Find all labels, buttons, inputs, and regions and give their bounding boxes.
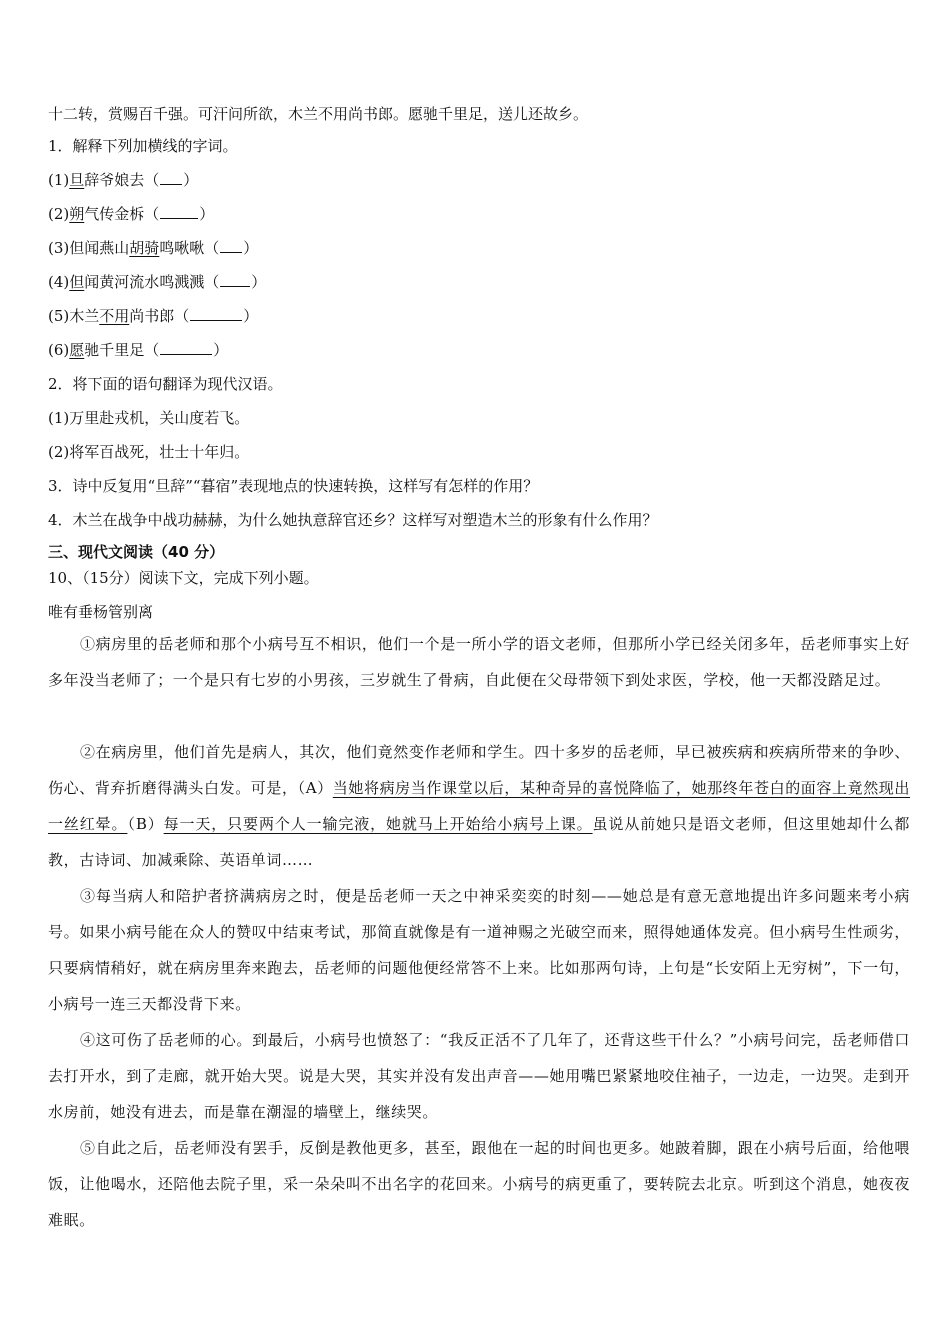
underlined-sentence-b: 每一天，只要两个人一输完液，她就马上开始给小病号上课。 bbox=[163, 815, 593, 833]
article-title: 唯有垂杨管别离 bbox=[48, 603, 154, 621]
answer-blank[interactable] bbox=[160, 340, 212, 355]
paragraph-5: ⑤自此之后，岳老师没有罢手，反倒是教他更多，甚至，跟他在一起的时间也更多。她跛着脚，跟在小病号后面，给他喂饭，让他喝水，还陪他去院子里，采一朵朵叫不出名字的花回来。小病号的病更重了，要转院去北京。听到这个消息，她夜夜难眠。 bbox=[48, 1139, 910, 1229]
paragraph-3: ③每当病人和陪护者挤满病房之时，便是岳老师一天之中神采奕奕的时刻——她总是有意无意地提出许多问题来考小病号。如果小病号能在众人的赞叹中结束考试，那简直就像是有一道神赐之光破空而来，照得她通体发亮。但小病号生性顽劣，只要病情稍好，就在病房里奔来跑去，岳老师的问题他便经常答不上来。比如那两句诗，上句是“长安陌上无穷树”，下一句，小病号一连三天都没背下来。 bbox=[48, 887, 910, 1013]
q1-item-3: (3)但闻燕山胡骑鸣啾啾（ ） bbox=[48, 239, 259, 257]
paragraph-4: ④这可伤了岳老师的心。到最后，小病号也愤怒了：“我反正活不了几年了，还背这些干什么？”小病号问完，岳老师借口去打开水，到了走廊，就开始大哭。说是大哭，其实并没有发出声音——她用嘴巴紧紧地咬住袖子，一边走，一边哭。走到开水房前，她没有进去，而是靠在潮湿的墙壁上，继续哭。 bbox=[48, 1031, 910, 1121]
underlined-word: 但 bbox=[69, 273, 85, 291]
underlined-word: 不用 bbox=[99, 307, 130, 325]
q2-sentence-2: (2)将军百战死，壮士十年归。 bbox=[48, 443, 250, 461]
question-2-title: 2．将下面的语句翻译为现代汉语。 bbox=[48, 375, 283, 393]
underlined-word: 胡骑 bbox=[129, 239, 160, 257]
q1-item-2: (2)朔气传金柝（ ） bbox=[48, 205, 215, 223]
question-10-intro: 10、（15分）阅读下文，完成下列小题。 bbox=[48, 569, 319, 587]
answer-blank[interactable] bbox=[160, 170, 182, 185]
section-heading: 三、现代文阅读（40 分） bbox=[48, 543, 225, 561]
underlined-word: 旦 bbox=[69, 171, 85, 189]
paragraph-2: ②在病房里，他们首先是病人，其次，他们竟然变作老师和学生。四十多岁的岳老师，早已被疾病和疾病所带来的争吵、伤心、背弃折磨得满头白发。可是，（A）当她将病房当作课堂以后，某种奇异的喜悦降临了，她那终年苍白的面容上竟然现出一丝红晕。（B）每一天，只要两个人一输完液，她就马上开始给小病号上课。虽说从前她只是语文老师，但这里她却什么都教，古诗词、加减乘除、英语单词…… bbox=[48, 743, 911, 869]
q1-item-6: (6)愿驰千里足（ ） bbox=[48, 341, 229, 359]
q1-item-1: (1)旦辞爷娘去（ ） bbox=[48, 171, 199, 189]
underlined-word: 愿 bbox=[69, 341, 85, 359]
underlined-sentence-a: 当她将病房当作课堂以后，某种奇异的喜悦降临了，她那终年苍白的面容上竟然现出一丝红晕。 bbox=[48, 779, 911, 833]
answer-blank[interactable] bbox=[220, 238, 242, 253]
q1-item-5: (5)木兰不用尚书郎（ ） bbox=[48, 307, 259, 325]
q1-item-4: (4)但闻黄河流水鸣溅溅（ ） bbox=[48, 273, 267, 291]
answer-blank[interactable] bbox=[160, 204, 198, 219]
paragraph-1: ①病房里的岳老师和那个小病号互不相识，他们一个是一所小学的语文老师，但那所小学已经关闭多年，岳老师事实上好多年没当老师了；一个是只有七岁的小男孩，三岁就生了骨病，自此便在父母带领下到处求医，学校，他一天都没踏足过。 bbox=[48, 635, 910, 689]
poem-tail-line: 十二转，赏赐百千强。可汗问所欲，木兰不用尚书郎。愿驰千里足，送儿还故乡。 bbox=[48, 105, 589, 123]
answer-blank[interactable] bbox=[220, 272, 250, 287]
question-4: 4．木兰在战争中战功赫赫，为什么她执意辞官还乡？这样写对塑造木兰的形象有什么作用？ bbox=[48, 511, 658, 529]
question-3: 3．诗中反复用“旦辞”“暮宿”表现地点的快速转换，这样写有怎样的作用？ bbox=[48, 477, 539, 495]
underlined-word: 朔 bbox=[69, 205, 85, 223]
answer-blank[interactable] bbox=[190, 306, 242, 321]
q2-sentence-1: (1)万里赴戎机，关山度若飞。 bbox=[48, 409, 250, 427]
question-1-title: 1．解释下列加横线的字词。 bbox=[48, 137, 238, 155]
